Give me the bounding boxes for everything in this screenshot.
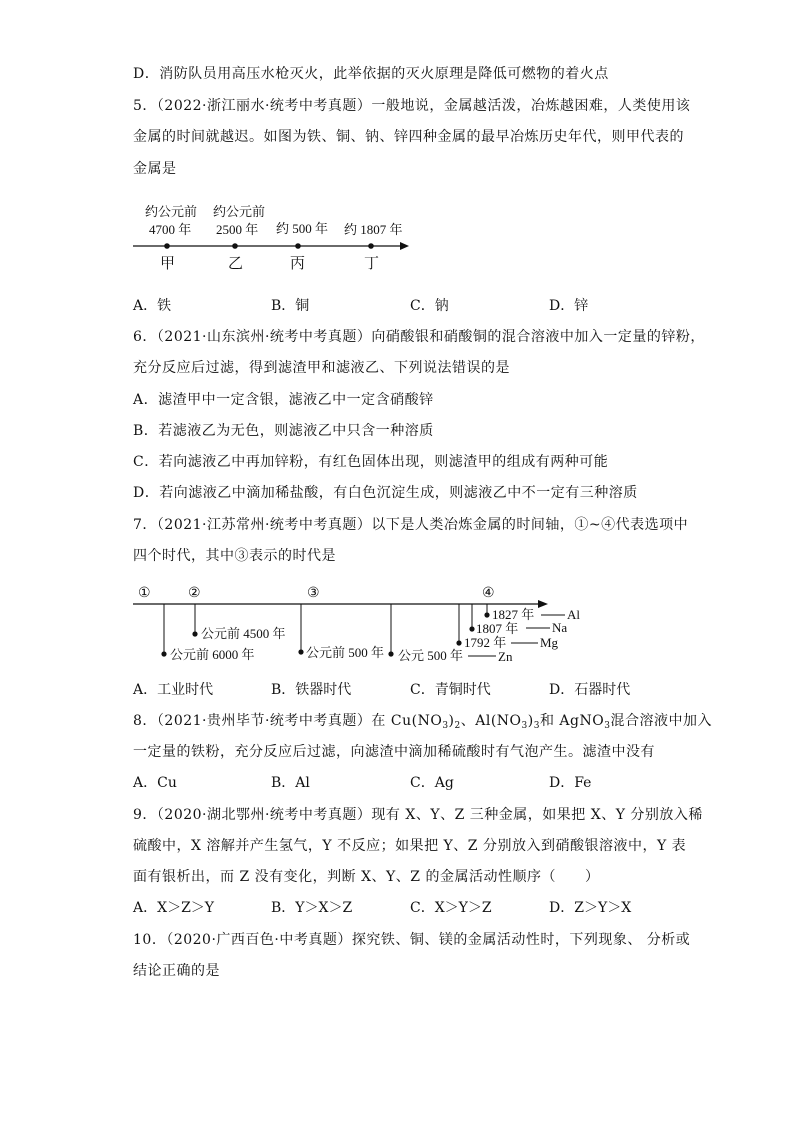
q9-option-a[interactable]: A．X＞Z＞Y	[133, 900, 215, 916]
q10-stem-line2: 结论正确的是	[133, 963, 220, 979]
q5-year-1: 4700 年	[149, 222, 192, 237]
q7-label-1807: 1807 年	[476, 621, 519, 636]
q6-stem-line2: 充分反应后过滤，得到滤渣甲和滤液乙、下列说法错误的是	[133, 360, 510, 376]
q5-year-2: 2500 年	[216, 222, 259, 237]
q7-marker-3: ③	[307, 586, 320, 601]
q7-label-1827: 1827 年	[492, 607, 535, 622]
q7-metal-zn: Zn	[498, 649, 513, 664]
q5-top-label-2: 约公元前	[213, 204, 266, 219]
q7-metal-na: Na	[552, 620, 568, 635]
q8-option-d[interactable]: D．Fe	[549, 775, 592, 791]
q7-metal-al: Al	[567, 607, 580, 622]
q7-dot-4500bc	[192, 631, 197, 636]
q6-option-d[interactable]: D．若向滤液乙中滴加稀盐酸，有白色沉淀生成，则滤液乙中不一定有三种溶质	[133, 485, 638, 501]
q8-stem-line1: 8．（2021·贵州毕节·统考中考真题）在 $Cu(NO_3)_2$、$Al(NO_3)_3$和 AgNO$_3$混合溶液中加入	[133, 713, 712, 731]
q5-stem-line3: 金属是	[133, 161, 177, 177]
q5-name-bing: 丙	[290, 256, 306, 272]
q6-option-b[interactable]: B．若滤液乙为无色，则滤液乙中只含一种溶质	[133, 423, 434, 439]
q7-option-d[interactable]: D．石器时代	[549, 682, 631, 698]
q6-option-c[interactable]: C．若向滤液乙中再加锌粉，有红色固体出现，则滤渣甲的组成有两种可能	[133, 454, 609, 470]
q8-option-b[interactable]: B．Al	[271, 775, 310, 791]
q7-metal-mg: Mg	[540, 635, 559, 650]
q7-marker-1: ①	[138, 586, 151, 601]
q7-stem-line2: 四个时代，其中③表示的时代是	[133, 548, 336, 564]
q5-stem-line1: 5．（2022·浙江丽水·统考中考真题）一般地说，金属越活泼，冶炼越困难，人类使用该	[133, 98, 691, 114]
q7-dot-500ad	[388, 651, 393, 656]
q7-dot-1827	[484, 612, 489, 617]
q7-label-500ad: 公元 500 年	[398, 648, 464, 663]
q7-label-4500bc: 公元前 4500 年	[201, 626, 286, 641]
q7-label-6000bc: 公元前 6000 年	[170, 647, 255, 662]
q7-option-b[interactable]: B．铁器时代	[271, 682, 352, 698]
q7-timeline-figure	[128, 580, 598, 672]
q5-name-ding: 丁	[364, 256, 380, 272]
q8-option-c[interactable]: C．Ag	[410, 775, 454, 791]
q5-stem-line2: 金属的时间就越迟。如图为铁、铜、钠、锌四种金属的最早冶炼历史年代，则甲代表的	[133, 129, 684, 145]
q5-top-label-1: 约公元前	[145, 204, 198, 219]
q5-point-ding	[368, 243, 374, 249]
q7-marker-4: ④	[482, 586, 495, 601]
q5-name-jia: 甲	[160, 256, 176, 272]
q9-stem-line3: 面有银析出，而 Z 没有变化，判断 X、Y、Z 的金属活动性顺序（ ）	[133, 869, 600, 885]
q5-option-d[interactable]: D．锌	[549, 298, 589, 314]
q8-option-a[interactable]: A．Cu	[133, 775, 177, 791]
q7-dot-500bc	[298, 649, 303, 654]
q5-option-a[interactable]: A．铁	[133, 298, 172, 314]
q5-option-b[interactable]: B．铜	[271, 298, 310, 314]
q7-dot-1807	[469, 626, 474, 631]
q6-option-a[interactable]: A．滤渣甲中一定含银，滤液乙中一定含硝酸锌	[133, 392, 434, 408]
q5-name-yi: 乙	[228, 256, 244, 272]
q5-option-c[interactable]: C．钠	[410, 298, 449, 314]
q8-stem-line2: 一定量的铁粉，充分反应后过滤，向滤渣中滴加稀硫酸时有气泡产生。滤渣中没有	[133, 744, 655, 760]
q10-stem-line1: 10．（2020·广西百色·中考真题）探究铁、铜、镁的金属活动性时，下列现象、 分析或	[133, 932, 691, 948]
q7-stem-line1: 7．（2021·江苏常州·统考中考真题）以下是人类冶炼金属的时间轴，①~④代表选项中	[133, 517, 689, 533]
q5-timeline-arrowhead	[400, 242, 409, 250]
q5-timeline-figure	[125, 196, 425, 276]
q9-stem-line2: 硫酸中，X 溶解并产生氢气，Y 不反应；如果把 Y、Z 分别放入到硝酸银溶液中，Y 表	[133, 838, 687, 854]
q9-option-d[interactable]: D．Z＞Y＞X	[549, 900, 632, 916]
q5-point-jia	[164, 243, 170, 249]
q7-dot-6000bc	[161, 651, 166, 656]
q6-stem-line1: 6．（2021·山东滨州·统考中考真题）向硝酸银和硝酸铜的混合溶液中加入一定量的锌粉，	[133, 329, 705, 345]
q7-timeline-arrowhead	[538, 600, 548, 608]
q7-dot-1792	[456, 640, 461, 645]
q4-option-d: D．消防队员用高压水枪灭火，此举依据的灭火原理是降低可燃物的着火点	[133, 66, 609, 82]
q7-label-1792: 1792 年	[464, 635, 507, 650]
q9-option-b[interactable]: B．Y＞X＞Z	[271, 900, 353, 916]
q5-point-yi	[232, 243, 238, 249]
q5-point-bing	[295, 243, 301, 249]
q5-year-3: 约 500 年	[276, 221, 329, 236]
q7-option-a[interactable]: A．工业时代	[133, 682, 214, 698]
q9-option-c[interactable]: C．X＞Y＞Z	[410, 900, 492, 916]
q9-stem-line1: 9．（2020·湖北鄂州·统考中考真题）现有 X、Y、Z 三种金属，如果把 X、Y 分别放入稀	[133, 807, 703, 823]
q7-option-c[interactable]: C．青铜时代	[410, 682, 491, 698]
q7-marker-2: ②	[188, 586, 201, 601]
q5-year-4: 约 1807 年	[344, 222, 403, 237]
q7-label-500bc: 公元前 500 年	[306, 645, 385, 660]
